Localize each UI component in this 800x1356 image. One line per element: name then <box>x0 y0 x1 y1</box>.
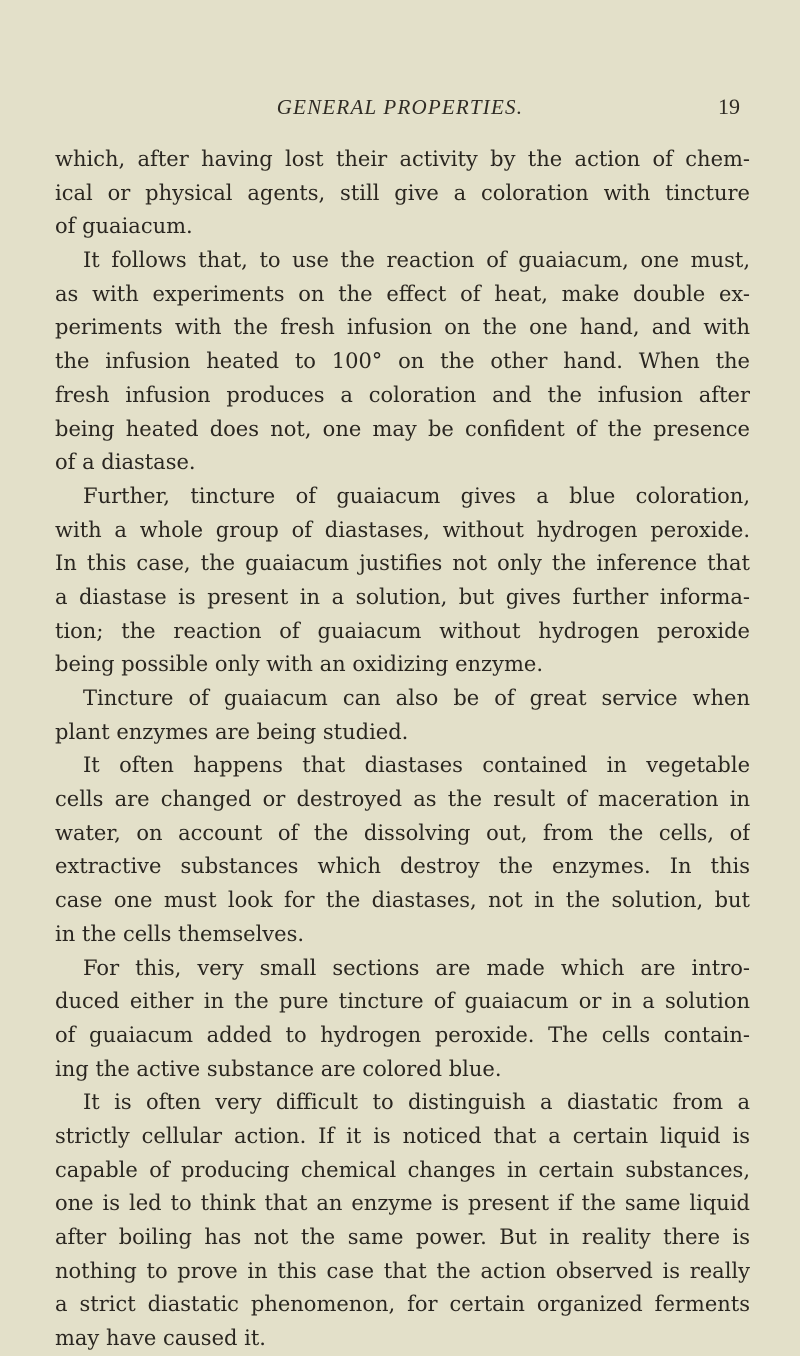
text-line: For this, very small sections are made which are intro- <box>83 955 750 980</box>
text-line: of a diastase. <box>55 450 196 475</box>
text-line: It follows that, to use the reaction of guaiacum, one must, <box>83 248 750 273</box>
text-line: in the cells themselves. <box>55 921 305 946</box>
text-line: capable of producing chemical changes in certain substances, <box>55 1157 750 1182</box>
paragraph <box>55 480 750 682</box>
text-line: of guaiacum added to hydrogen peroxide. The cells contain- <box>55 1022 750 1047</box>
text-line: after boiling has not the same power. But in reality there is <box>55 1225 750 1249</box>
text-line: a diastase is present in a solution, but gives further informa- <box>55 584 750 609</box>
text-line: a strict diastatic phenomenon, for certain organized ferments <box>55 1292 750 1317</box>
text-line: with a whole group of diastases, without hydrogen peroxide. <box>55 517 750 542</box>
text-line: one is led to think that an enzyme is present if the same liquid <box>55 1191 750 1216</box>
text-line: being heated does not, one may be confident of the presence <box>55 416 750 441</box>
text-line: the infusion heated to 100° on the other hand. When the <box>55 349 750 374</box>
text-line: extractive substances which destroy the enzymes. In this <box>55 854 750 879</box>
text-line: ing the active substance are colored blue. <box>55 1056 502 1081</box>
text-line: fresh infusion produces a coloration and the infusion after <box>55 382 750 407</box>
text-line: strictly cellular action. If it is noticed that a certain liquid is <box>55 1123 750 1148</box>
text-line: tion; the reaction of guaiacum without hydrogen peroxide <box>55 618 750 643</box>
page-body <box>55 143 750 1356</box>
paragraph <box>55 143 750 244</box>
text-line: water, on account of the dissolving out, from the cells, of <box>55 820 750 845</box>
text-line: ical or physical agents, still give a coloration with tincture <box>55 180 750 205</box>
text-line: plant enzymes are being studied. <box>55 719 409 744</box>
text-line: of guaiacum. <box>55 214 193 239</box>
paragraph <box>55 682 750 749</box>
text-line: In this case, the guaiacum justifies not only the inference that <box>55 551 750 576</box>
text-line: cells are changed or destroyed as the result of maceration in <box>55 787 750 812</box>
paragraph <box>55 1086 750 1356</box>
paragraph <box>55 244 750 480</box>
text-line: periments with the fresh infusion on the one hand, and with <box>55 315 750 340</box>
text-line: duced either in the pure tincture of guaiacum or in a solution <box>55 989 750 1014</box>
text-line: may have caused it. <box>55 1326 266 1351</box>
text-line: It is often very difficult to distinguish a diastatic from a <box>83 1090 750 1115</box>
text-line: which, after having lost their activity by the action of chem- <box>55 147 750 171</box>
running-title: GENERAL PROPERTIES. <box>276 95 524 119</box>
paragraph <box>55 749 750 951</box>
page-header <box>60 94 740 124</box>
text-line: nothing to prove in this case that the action observed is really <box>55 1258 750 1283</box>
page-number: 19 <box>718 94 740 119</box>
text-line: Further, tincture of guaiacum gives a blue coloration, <box>83 483 750 508</box>
text-line: Tincture of guaiacum can also be of great service when <box>83 686 750 710</box>
text-line: being possible only with an oxidizing enzyme. <box>55 652 544 677</box>
text-line: as with experiments on the effect of heat, make double ex- <box>55 281 750 306</box>
text-line: case one must look for the diastases, not in the solution, but <box>55 888 750 913</box>
text-line: It often happens that diastases contained in vegetable <box>83 753 750 778</box>
paragraph <box>55 952 750 1087</box>
